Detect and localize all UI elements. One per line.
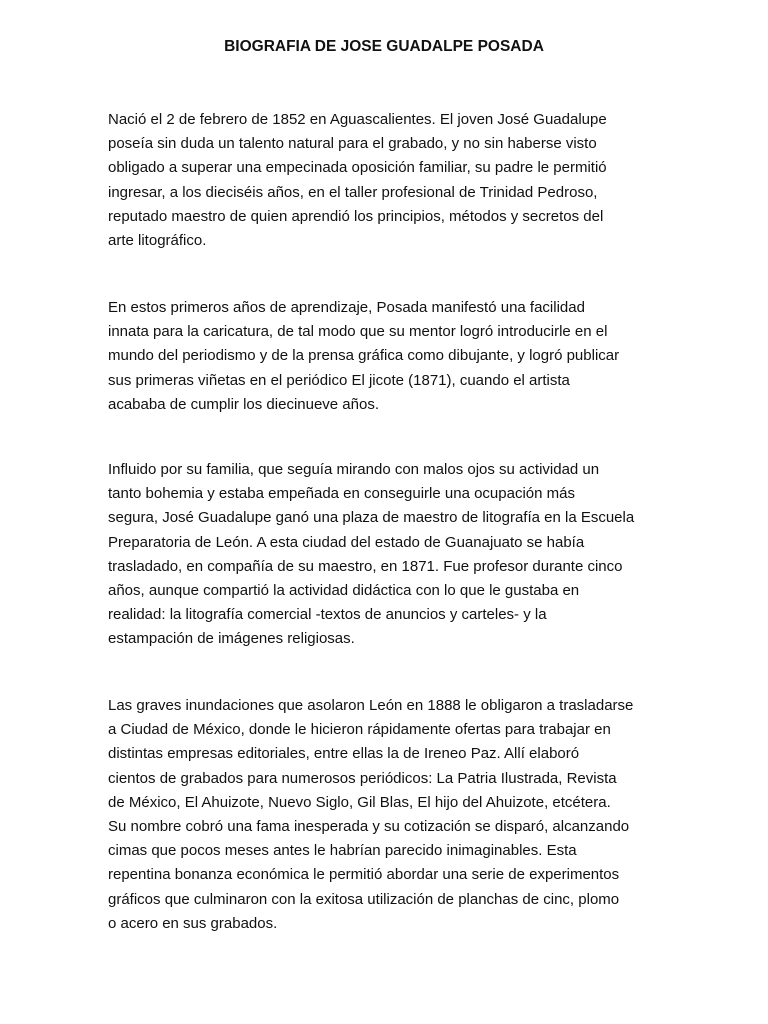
paragraph-line: tanto bohemia y estaba empeñada en conseguirle una ocupación más: [108, 485, 575, 503]
paragraph-line: años, aunque compartió la actividad didáctica con lo que le gustaba en: [108, 582, 580, 600]
paragraph-line: Influido por su familia, que seguía mirando con malos ojos su actividad un: [108, 461, 600, 478]
paragraph-line: a Ciudad de México, donde le hicieron rápidamente ofertas para trabajar en: [108, 721, 611, 739]
paragraph-line: ingresar, a los dieciséis años, en el taller profesional de Trinidad Pedroso,: [108, 183, 598, 201]
paragraph-line: sus primeras viñetas en el periódico El jicote (1871), cuando el artista: [108, 371, 570, 389]
paragraph-line: repentina bonanza económica le permitió abordar una serie de experimentos: [108, 866, 620, 884]
paragraph-line: segura, José Guadalupe ganó una plaza de maestro de litografía en la Escuela: [108, 509, 635, 527]
paragraph-line: Su nombre cobró una fama inesperada y su cotización se disparó, alcanzando: [108, 818, 630, 836]
paragraph-line: reputado maestro de quien aprendió los principios, métodos y secretos del: [108, 207, 604, 225]
paragraph-line: acababa de cumplir los diecinueve años.: [108, 395, 380, 413]
paragraph-line: trasladado, en compañía de su maestro, en 1871. Fue profesor durante cinco: [108, 557, 623, 575]
paragraph-line: En estos primeros años de aprendizaje, Posada manifestó una facilidad: [108, 299, 585, 316]
paragraph-line: gráficos que culminaron con la exitosa utilización de planchas de cinc, plomo: [108, 890, 620, 908]
paragraph-line: Preparatoria de León. A esta ciudad del estado de Guanajuato se había: [108, 533, 585, 551]
paragraph-line: realidad: la litografía comercial -textos de anuncios y carteles- y la: [108, 606, 547, 624]
paragraph-4: [108, 694, 668, 936]
paragraph-line: estampación de imágenes religiosas.: [108, 630, 355, 648]
paragraph-line: arte litográfico.: [108, 232, 207, 250]
paragraph-line: Nació el 2 de febrero de 1852 en Aguascalientes. El joven José Guadalupe: [108, 111, 607, 128]
paragraph-line: distintas empresas editoriales, entre ellas la de Ireneo Paz. Allí elaboró: [108, 745, 580, 763]
paragraph-line: mundo del periodismo y de la prensa gráfica como dibujante, y logró publicar: [108, 347, 620, 365]
paragraph-1: [108, 108, 668, 253]
paragraph-line: Las graves inundaciones que asolaron León en 1888 le obligaron a trasladarse: [108, 697, 634, 714]
paragraph-line: de México, El Ahuizote, Nuevo Siglo, Gil Blas, El hijo del Ahuizote, etcétera.: [108, 793, 611, 811]
document-title: BIOGRAFIA DE JOSE GUADALPE POSADA: [224, 38, 544, 55]
paragraph-line: innata para la caricatura, de tal modo que su mentor logró introducirle en el: [108, 323, 608, 341]
paragraph-line: poseía sin duda un talento natural para el grabado, y no sin haberse visto: [108, 135, 597, 153]
paragraph-line: obligado a superar una empecinada oposición familiar, su padre le permitió: [108, 159, 607, 177]
paragraph-2: [108, 296, 668, 417]
paragraph-3: [108, 458, 668, 652]
paragraph-line: cimas que pocos meses antes le habrían parecido inimaginables. Esta: [108, 842, 577, 860]
paragraph-line: cientos de grabados para numerosos periódicos: La Patria Ilustrada, Revista: [108, 769, 617, 787]
paragraph-line: o acero en sus grabados.: [108, 914, 278, 932]
